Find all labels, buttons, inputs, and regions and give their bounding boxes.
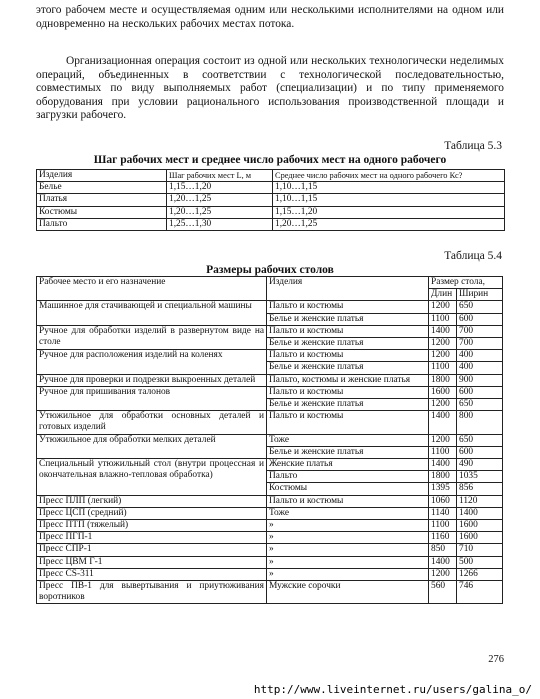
workplace-cell: Пресс СПР-1	[37, 544, 267, 556]
paragraph-continued: этого рабочем месте и осуществляемая одним или несколькими исполнителями на одном или одновременно на нескольких рабочих местах потока.	[36, 4, 504, 30]
items-cell: Белье и женские платья	[267, 338, 429, 350]
workplace-cell: Пресс ПЛП (легкий)	[37, 495, 267, 507]
length-cell: 1200	[429, 350, 457, 362]
table-row	[37, 350, 503, 362]
length-cell: 1060	[429, 495, 457, 507]
table-row	[37, 206, 505, 218]
length-cell: 1400	[429, 411, 457, 434]
items-cell: Тоже	[267, 507, 429, 519]
table-row	[37, 182, 505, 194]
items-cell: Белье и женские платья	[267, 362, 429, 374]
workplace-cell: Пресс ПГП-1	[37, 532, 267, 544]
table-row	[37, 544, 503, 556]
workplace-cell: Пресс ПТП (тяжелый)	[37, 520, 267, 532]
workplace-cell: Машинное для стачивающей и специальной машины	[37, 301, 267, 325]
width-cell: 600	[457, 446, 503, 458]
table-5-3	[36, 169, 505, 231]
width-cell: 400	[457, 350, 503, 362]
length-cell: 1200	[429, 568, 457, 580]
length-cell: 1400	[429, 325, 457, 337]
table-cell: 1,15…1,20	[167, 182, 273, 194]
table-5-3-caption: Таблица 5.3	[444, 140, 502, 152]
table-cell: 1,20…1,25	[167, 206, 273, 218]
paragraph-organizational-operation: Организационная операция состоит из одной или нескольких технологически неделимых операций, объединенных в соответствии с технологической последовательностью, совместимых по виду выполняемых работ (специализации) и по типу применяемого оборудования при условии рационального использования производственной площади и загрузки рабочего.	[36, 55, 504, 122]
width-cell: 600	[457, 386, 503, 398]
watermark-url: http://www.liveinternet.ru/users/galina_o/	[253, 683, 532, 696]
width-cell: 1600	[457, 520, 503, 532]
table-row	[37, 568, 503, 580]
items-cell: Мужские сорочки	[267, 581, 429, 604]
workplace-cell: Ручное для обработки изделий в развернутом виде на столе	[37, 325, 267, 349]
workplace-cell: Пресс ПВ-1 для вывертывания и приутюживания воротников	[37, 581, 267, 604]
items-cell: Пальто и костюмы	[267, 495, 429, 507]
length-cell: 560	[429, 581, 457, 604]
width-cell: 490	[457, 459, 503, 471]
width-cell: 400	[457, 362, 503, 374]
table-cell: 1,15…1,20	[273, 206, 505, 218]
items-cell: Тоже	[267, 434, 429, 446]
items-cell: Пальто и костюмы	[267, 386, 429, 398]
header-cell: Длин	[429, 289, 457, 301]
width-cell: 710	[457, 544, 503, 556]
length-cell: 1800	[429, 471, 457, 483]
header-cell: Изделия	[267, 277, 429, 301]
items-cell: »	[267, 532, 429, 544]
table-row	[37, 194, 505, 206]
width-cell: 1600	[457, 532, 503, 544]
items-cell: Пальто и костюмы	[267, 350, 429, 362]
items-cell: Пальто и костюмы	[267, 325, 429, 337]
table-row	[37, 218, 505, 230]
header-cell: Шаг рабочих мест L, м	[167, 170, 273, 182]
items-cell: Белье и женские платья	[267, 313, 429, 325]
length-cell: 1100	[429, 362, 457, 374]
width-cell: 856	[457, 483, 503, 495]
width-cell: 1400	[457, 507, 503, 519]
table-cell: 1,20…1,25	[167, 194, 273, 206]
table-row	[37, 325, 503, 337]
width-cell: 600	[457, 313, 503, 325]
header-cell: Рабочее место и его назначение	[37, 277, 267, 301]
workplace-cell: Специальный утюжильный стол (внутри процессная и окончательная влажно-тепловая обработка)	[37, 459, 267, 496]
length-cell: 1395	[429, 483, 457, 495]
items-cell: »	[267, 544, 429, 556]
length-cell: 1140	[429, 507, 457, 519]
table-row	[37, 532, 503, 544]
table-row	[37, 507, 503, 519]
length-cell: 1100	[429, 520, 457, 532]
length-cell: 1800	[429, 374, 457, 386]
table-row	[37, 459, 503, 471]
table-row	[37, 520, 503, 532]
workplace-cell: Утюжильное для обработки мелких деталей	[37, 434, 267, 458]
length-cell: 1200	[429, 434, 457, 446]
workplace-cell: Ручное для проверки и подрезки выкроенных деталей	[37, 374, 267, 386]
width-cell: 650	[457, 399, 503, 411]
items-cell: Белье и женские платья	[267, 446, 429, 458]
items-cell: Белье и женские платья	[267, 399, 429, 411]
width-cell: 746	[457, 581, 503, 604]
page-number: 276	[488, 654, 504, 665]
table-cell: 1,10…1,15	[273, 182, 505, 194]
width-cell: 900	[457, 374, 503, 386]
items-cell: Пальто, костюмы и женские платья	[267, 374, 429, 386]
length-cell: 1600	[429, 386, 457, 398]
length-cell: 1200	[429, 399, 457, 411]
width-cell: 700	[457, 338, 503, 350]
header-cell: Ширин	[457, 289, 503, 301]
items-cell: Женские платья	[267, 459, 429, 471]
table-row	[37, 386, 503, 398]
table-5-3-title: Шаг рабочих мест и среднее число рабочих мест на одного рабочего	[93, 154, 447, 166]
length-cell: 850	[429, 544, 457, 556]
table-header-row	[37, 170, 505, 182]
width-cell: 700	[457, 325, 503, 337]
table-row	[37, 434, 503, 446]
width-cell: 650	[457, 434, 503, 446]
length-cell: 1200	[429, 338, 457, 350]
table-5-4-caption: Таблица 5.4	[444, 250, 502, 262]
table-row	[37, 495, 503, 507]
width-cell: 650	[457, 301, 503, 313]
items-cell: Пальто и костюмы	[267, 301, 429, 313]
table-5-4	[36, 276, 503, 604]
table-cell: Белье	[37, 182, 167, 194]
table-cell: Костюмы	[37, 206, 167, 218]
width-cell: 1266	[457, 568, 503, 580]
length-cell: 1100	[429, 313, 457, 325]
workplace-cell: Пресс ЦСП (средний)	[37, 507, 267, 519]
length-cell: 1200	[429, 301, 457, 313]
items-cell: »	[267, 520, 429, 532]
items-cell: »	[267, 556, 429, 568]
table-cell: 1,10…1,15	[273, 194, 505, 206]
workplace-cell: Утюжильное для обработки основных деталей и готовых изделий	[37, 411, 267, 434]
table-cell: Пальто	[37, 218, 167, 230]
length-cell: 1160	[429, 532, 457, 544]
table-row	[37, 301, 503, 313]
table-cell: Платья	[37, 194, 167, 206]
length-cell: 1400	[429, 556, 457, 568]
items-cell: Пальто и костюмы	[267, 411, 429, 434]
width-cell: 800	[457, 411, 503, 434]
header-cell: Размер стола,	[429, 277, 503, 289]
width-cell: 1120	[457, 495, 503, 507]
table-row	[37, 556, 503, 568]
width-cell: 500	[457, 556, 503, 568]
header-cell: Изделия	[37, 170, 167, 182]
table-5-4-title: Размеры рабочих столов	[206, 264, 334, 276]
table-row	[37, 374, 503, 386]
table-row	[37, 411, 503, 434]
workplace-cell: Пресс CS-311	[37, 568, 267, 580]
table-cell: 1,20…1,25	[273, 218, 505, 230]
table-row	[37, 581, 503, 604]
length-cell: 1400	[429, 459, 457, 471]
workplace-cell: Ручное для пришивания талонов	[37, 386, 267, 410]
items-cell: Костюмы	[267, 483, 429, 495]
workplace-cell: Ручное для расположения изделий на коленях	[37, 350, 267, 374]
width-cell: 1035	[457, 471, 503, 483]
items-cell: Пальто	[267, 471, 429, 483]
header-cell: Среднее число рабочих мест на одного рабочего Кс?	[273, 170, 505, 182]
workplace-cell: Пресс ЦВМ Г-1	[37, 556, 267, 568]
items-cell: »	[267, 568, 429, 580]
table-header-row	[37, 277, 503, 289]
table-cell: 1,25…1,30	[167, 218, 273, 230]
length-cell: 1100	[429, 446, 457, 458]
